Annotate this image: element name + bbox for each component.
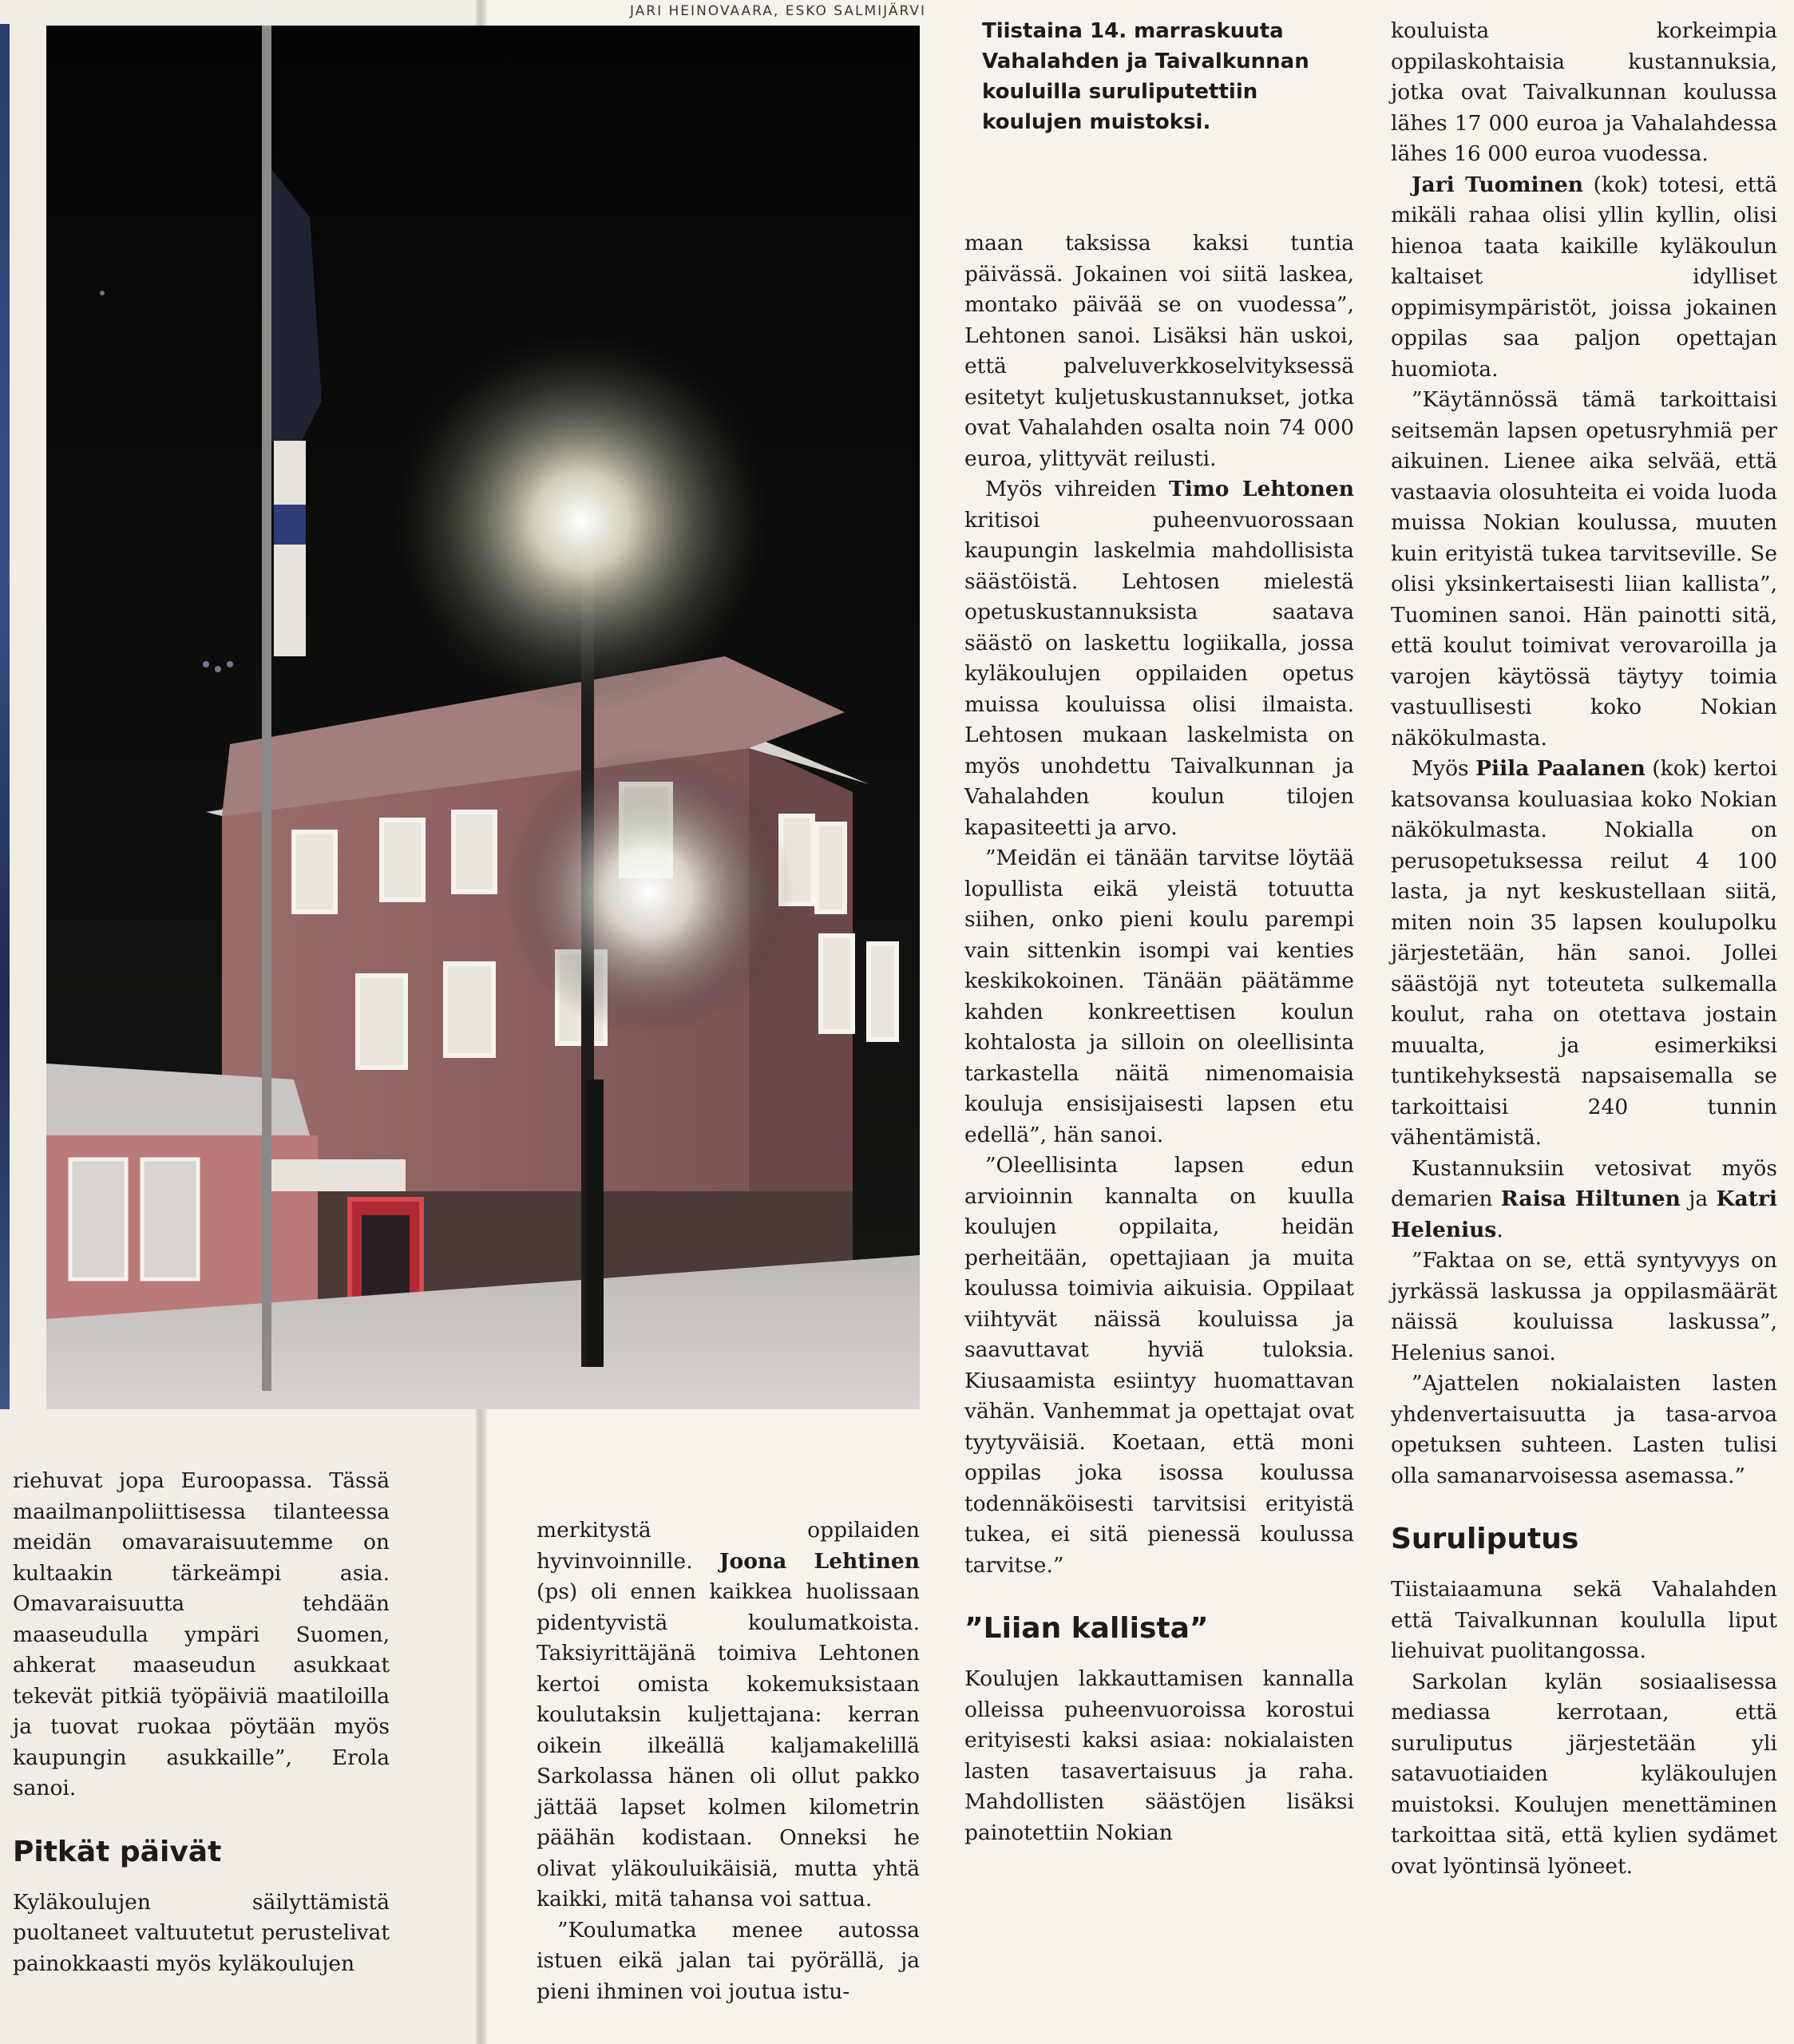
- paragraph: Kyläkoulujen säilyttämistä puoltaneet valtuutetut perustelivat painokkaasti myös kyläkoulujen: [13, 1889, 390, 1976]
- paragraph: Kustannuksiin vetosivat myös demarien Raisa Hiltunen ja Katri Helenius.: [1391, 1155, 1777, 1242]
- subheading-suruliputus: Suruliputus: [1391, 1523, 1579, 1555]
- paragraph: maan taksissa kaksi tuntia päivässä. Jokainen voi siitä laskea, montako päivää se on vuodessa”, Lehtonen sanoi. Lisäksi hän uskoi, että palveluverkkoselvityksessä esitetyt kuljetuskustannukset, jotka ovat Vahalahden osalta noin 74 000 euroa, ylittyvät reilusti.: [964, 231, 1354, 471]
- paragraph: Koulujen lakkauttamisen kannalla olleissa puheenvuoroissa korostui erityisesti kaksi asiaa: nokialaisten lasten tasavertaisuus ja raha. Mahdollisten säästöjen lisäksi painotettiin Nokian: [964, 1666, 1354, 1845]
- paragraph: ”Meidän ei tänään tarvitse löytää lopullista eikä yleistä totuutta siihen, onko pieni koulu parempi vain sittenkin isompi vai kenties keskikokoinen. Tänään päätämme kahden konkreettisen koulun kohtalosta ja silloin on oleellisinta tarkastella näitä nimenomaisia kouluja ensisijaisesti lapsen etu edellä”, hän sanoi.: [964, 846, 1354, 1147]
- paragraph: ”Käytännössä tämä tarkoittaisi seitsemän lapsen opetusryhmiä per aikuinen. Lienee aika selvää, että vastaavia olosuhteita ei voida luoda muissa Nokian koulussa, muuten kuin erityistä tukea tarvitseville. Se olisi yksinkertaisesti liian kallista”, Tuominen sanoi. Hän painotti sitä, että koulut toimivat verovaroilla ja varojen käytössä täytyy toimia vastuullisesti koko Nokian näkökulmasta.: [1391, 387, 1777, 751]
- subheading-pitkat-paivat: Pitkät päivät: [13, 1835, 222, 1868]
- person-name: Timo Lehtonen: [1168, 477, 1354, 501]
- paragraph: Jari Tuominen (kok) totesi, että mikäli rahaa olisi yllin kyllin, olisi hienoa taata kaikille kyläkoulun kaltaiset idylliset oppimisympäristöt, joissa jokainen oppilas saa paljon opettajan huomiota.: [1391, 172, 1777, 382]
- person-name: Piila Paalanen: [1475, 756, 1645, 781]
- photo-credit: JARI HEINOVAARA, ESKO SALMIJÄRVI: [629, 3, 926, 19]
- person-name: Joona Lehtinen: [719, 1548, 920, 1574]
- paragraph: ”Koulumatka menee autossa istuen eikä jalan tai pyörällä, ja pieni ihminen voi joutua istu-: [537, 1917, 920, 2004]
- neighbor-page-edge: [0, 24, 10, 1409]
- article-column-2: [537, 1515, 920, 2007]
- article-column-1: [13, 1466, 390, 1979]
- paragraph: ”Oleellisinta lapsen edun arvioinnin kannalta on kuulla koulujen oppilaita, heidän perheitään, opettajiaan ja muita koulussa toimivia aikuisia. Oppilaat viihtyvät näissä kouluissa ja saavuttavat hyviä tuloksia. Kiusaamista esiintyy huomattavan vähän. Vanhemmat ja opettajat ovat tyytyväisiä. Koetaan, että moni oppilas joka isossa koulussa todennäköisesti tarvitsisi erityistä tukea, ei sitä pienessä koulussa tarvitse.”: [964, 1153, 1354, 1578]
- person-name: Katri Helenius: [1391, 1186, 1777, 1242]
- paragraph: Sarkolan kylän sosiaalisessa mediassa kerrotaan, että suruliputus järjestetään yli satavuotiaiden kyläkoulujen muistoksi. Koulujen menettäminen tarkoittaa sitä, että kylien sydämet ovat lyöntinsä lyöneet.: [1391, 1669, 1777, 1879]
- paragraph: ”Faktaa on se, että syntyvyys on jyrkässä laskussa ja oppilasmäärät näissä kouluissa laskussa”, Helenius sanoi.: [1391, 1248, 1777, 1365]
- article-column-3: [964, 228, 1354, 1848]
- school-night-photo: [46, 26, 920, 1409]
- paragraph: ”Ajattelen nokialaisten lasten yhdenvertaisuutta ja tasa-arvoa opetuksen suhteen. Lasten tulisi olla samanarvoisessa asemassa.”: [1391, 1371, 1777, 1488]
- paragraph: kouluista korkeimpia oppilaskohtaisia kustannuksia, jotka ovat Taivalkunnan koulussa lähes 17 000 euroa ja Vahalahdessa lähes 16 000 euroa vuodessa.: [1391, 18, 1777, 166]
- article-column-4: [1391, 16, 1777, 1882]
- paragraph: Tiistaiaamuna sekä Vahalahden että Taivalkunnan koululla liput liehuivat puolitangossa.: [1391, 1577, 1777, 1663]
- subheading-liian-kallista: ”Liian kallista”: [964, 1612, 1209, 1645]
- photo-caption: Tiistaina 14. marraskuuta Vahalahden ja Taivalkunnan kouluilla suruliputettiin koulujen muistoksi.: [982, 19, 1309, 134]
- person-name: Jari Tuominen: [1412, 172, 1583, 197]
- paragraph: merkitystä oppilaiden hyvinvoinnille. Joona Lehtinen (ps) oli ennen kaikkea huolissaan pidentyvistä koulumatkoista. Taksiyrittäjänä toimiva Lehtonen kertoi omista kokemuksistaan koulutaksin kuljettajana: kerran oikein ilkeällä kaljamakelillä Sarkolassa hänen oli ollut pakko jättää lapset kolmen kilometrin päähän kodistaan. Onneksi he olivat yläkouluikäisiä, mutta yhtä kaikki, mitä tahansa voi sattua.: [537, 1518, 920, 1911]
- paragraph: riehuvat jopa Euroopassa. Tässä maailmanpoliittisessa tilanteessa meidän omavaraisuutemme on kultaakin tärkeämpi asia. Omavaraisuutta tehdään maaseudulla ympäri Suomen, ahkerat maaseudun asukkaat tekevät pitkiä työpäiviä maatiloilla ja tuovat ruokaa pöytään myös kaupungin asukkaille”, Erola sanoi.: [13, 1468, 390, 1800]
- paragraph: Myös vihreiden Timo Lehtonen kritisoi puheenvuorossaan kaupungin laskelmia mahdollisista säästöistä. Lehtosen mielestä opetuskustannuksista saatava säästö on laskettu logiikalla, jossa kyläkoulujen oppilaiden opetus muissa kouluissa olisi ilmaista. Lehtosen mukaan laskelmista on myös unohdettu Taivalkunnan ja Vahalahden koulun tilojen kapasiteetti ja arvo.: [964, 477, 1354, 840]
- paragraph: Myös Piila Paalanen (kok) kertoi katsovansa kouluasiaa koko Nokian näkökulmasta. Nokialla on perusopetuksessa reilut 4 100 lasta, ja nyt keskustellaan siitä, miten noin 35 lapsen koulupolku järjestetään, hän sanoi. Jollei säästöjä nyt toteuteta sulkemalla koulut, raha on otettava jostain muualta, ja esimerkiksi tuntikehyksestä napsaisemalla se tarkoittaisi 240 tunnin vähentämistä.: [1391, 756, 1777, 1150]
- person-name: Raisa Hiltunen: [1500, 1186, 1681, 1211]
